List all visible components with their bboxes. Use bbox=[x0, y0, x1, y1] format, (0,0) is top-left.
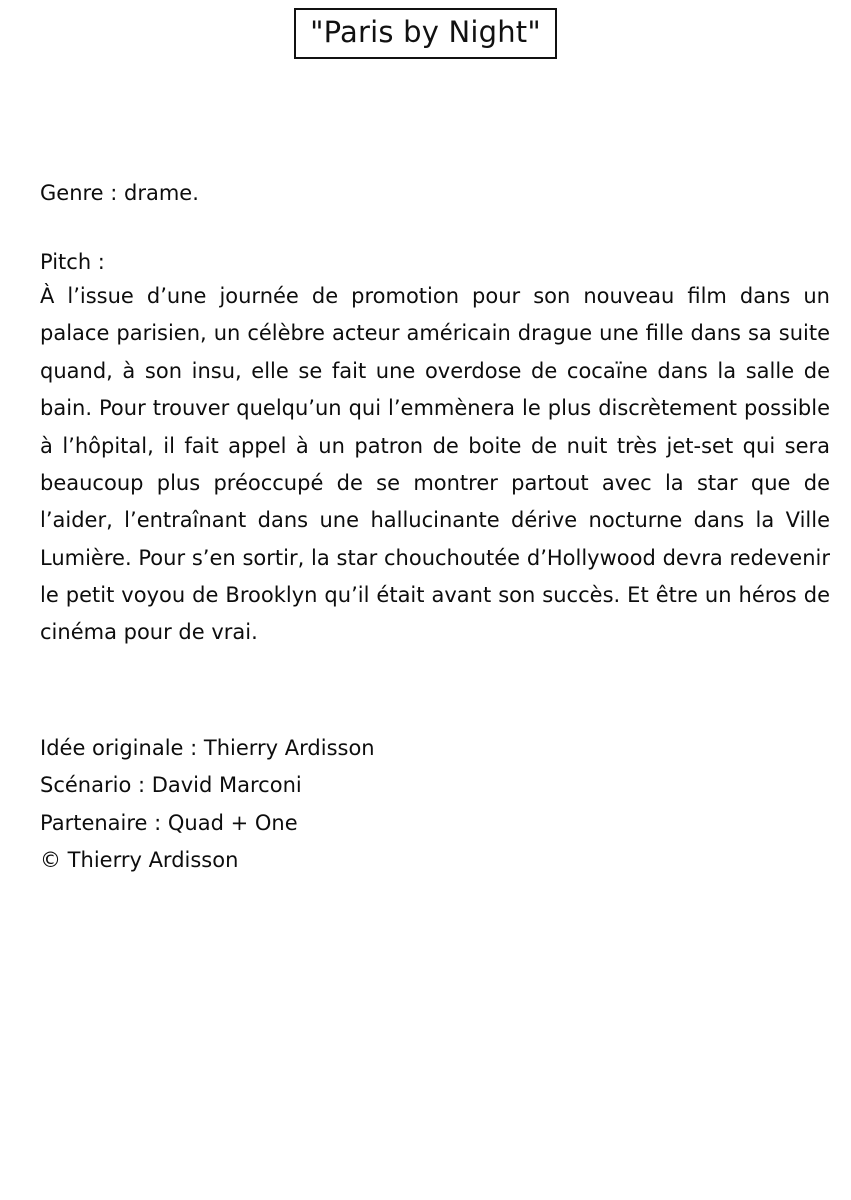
credit-screenplay: Scénario : David Marconi bbox=[40, 773, 302, 798]
credits-block bbox=[40, 730, 830, 880]
credit-original-idea: Idée originale : Thierry Ardisson bbox=[40, 735, 375, 760]
page-title: "Paris by Night" bbox=[294, 8, 557, 59]
pitch-paragraph: À l’issue d’une journée de promotion pour son nouveau film dans un palace parisien, un célèbre acteur américain drague une fille dans sa suite quand, à son insu, elle se fait une overdose de cocaïne dans la salle de bain. Pour trouver quelqu’un qui l’emmènera le plus discrètement possible à l’hôpital, il fait appel à un patron de boite de nuit très jet-set qui sera beaucoup plus préoccupé de se montrer partout avec la star que de l’aider, l’entraînant dans une hallucinante dérive nocturne dans la Ville Lumière. Pour s’en sortir, la star chouchoutée d’Hollywood devra redevenir le petit voyou de Brooklyn qu’il était avant son succès. Et être un héros de cinéma pour de vrai. bbox=[40, 284, 830, 645]
title-container bbox=[40, 0, 811, 59]
credit-copyright: © Thierry Ardisson bbox=[40, 847, 239, 872]
document-body bbox=[40, 179, 830, 879]
genre-line: Genre : drame. bbox=[40, 181, 199, 206]
pitch-label: Pitch : bbox=[40, 249, 105, 274]
credit-partner: Partenaire : Quad + One bbox=[40, 810, 298, 835]
